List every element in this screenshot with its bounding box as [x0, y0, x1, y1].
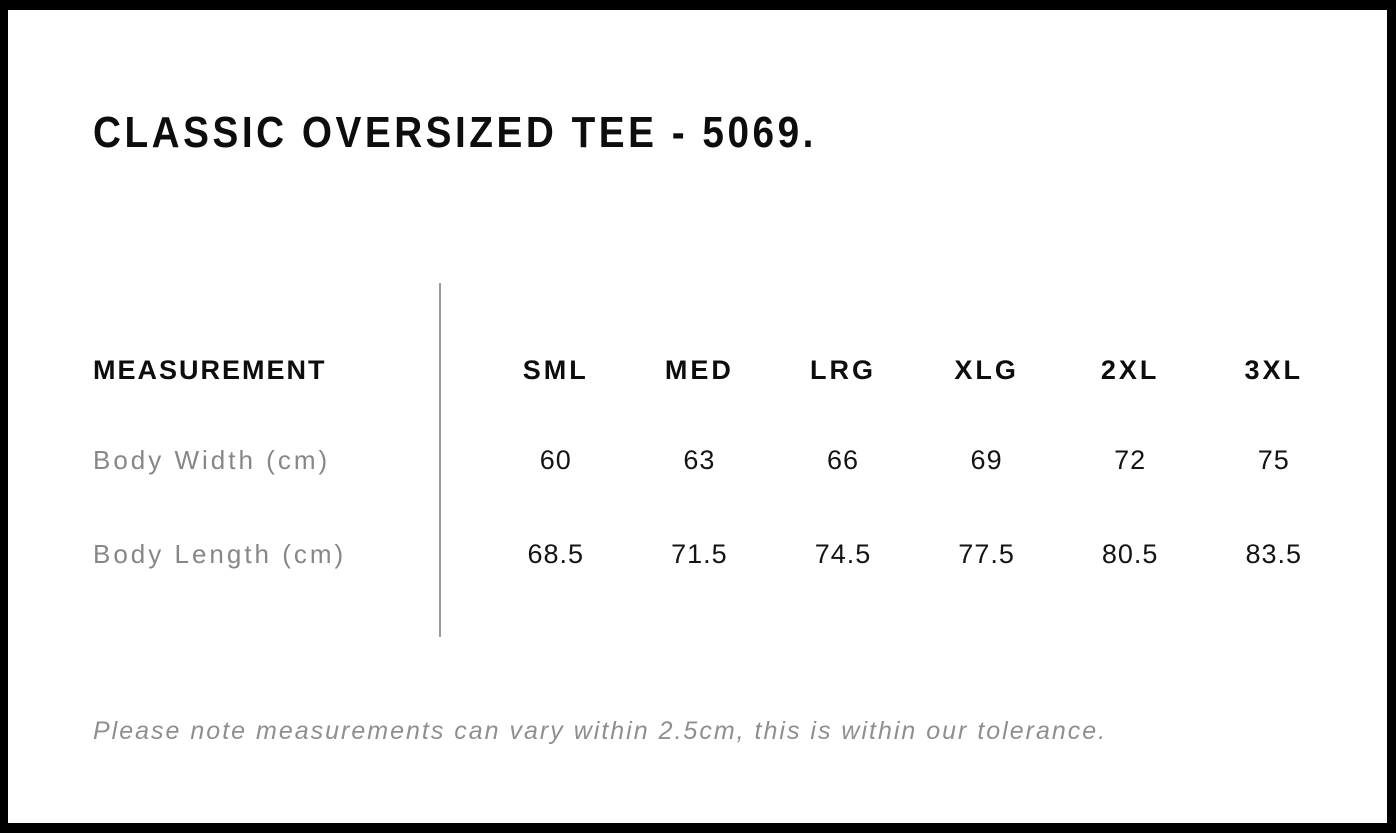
table-row-body-length — [93, 539, 1346, 569]
body-width-2xl: 72 — [1114, 445, 1147, 475]
row-label-body-width: Body Width (cm) — [93, 445, 331, 475]
body-length-xlg: 77.5 — [958, 539, 1015, 569]
column-header-3xl: 3XL — [1244, 355, 1304, 385]
body-length-med: 71.5 — [671, 539, 728, 569]
body-length-sml: 68.5 — [527, 539, 585, 569]
body-width-sml: 60 — [539, 445, 572, 475]
body-length-2xl: 80.5 — [1101, 539, 1159, 569]
column-header-med: MED — [664, 355, 734, 385]
body-width-med: 63 — [683, 445, 716, 475]
table-row-body-width — [93, 445, 1346, 475]
table-header-row — [93, 355, 1346, 385]
column-header-measurement: MEASUREMENT — [93, 355, 327, 385]
column-header-2xl: 2XL — [1100, 355, 1160, 385]
tolerance-note: Please note measurements can vary within 2.5cm, this is within our tolerance. — [93, 717, 1108, 745]
body-length-lrg: 74.5 — [814, 539, 872, 569]
row-label-body-length: Body Length (cm) — [93, 539, 347, 569]
column-header-lrg: LRG — [809, 355, 876, 385]
body-width-xlg: 69 — [970, 445, 1003, 475]
body-width-lrg: 66 — [826, 445, 859, 475]
column-header-xlg: XLG — [954, 355, 1019, 385]
body-length-3xl: 83.5 — [1245, 539, 1303, 569]
column-header-sml: SML — [522, 355, 589, 385]
size-guide-page — [8, 10, 1387, 823]
page-title: CLASSIC OVERSIZED TEE - 5069. — [93, 108, 817, 157]
body-width-3xl: 75 — [1257, 445, 1290, 475]
